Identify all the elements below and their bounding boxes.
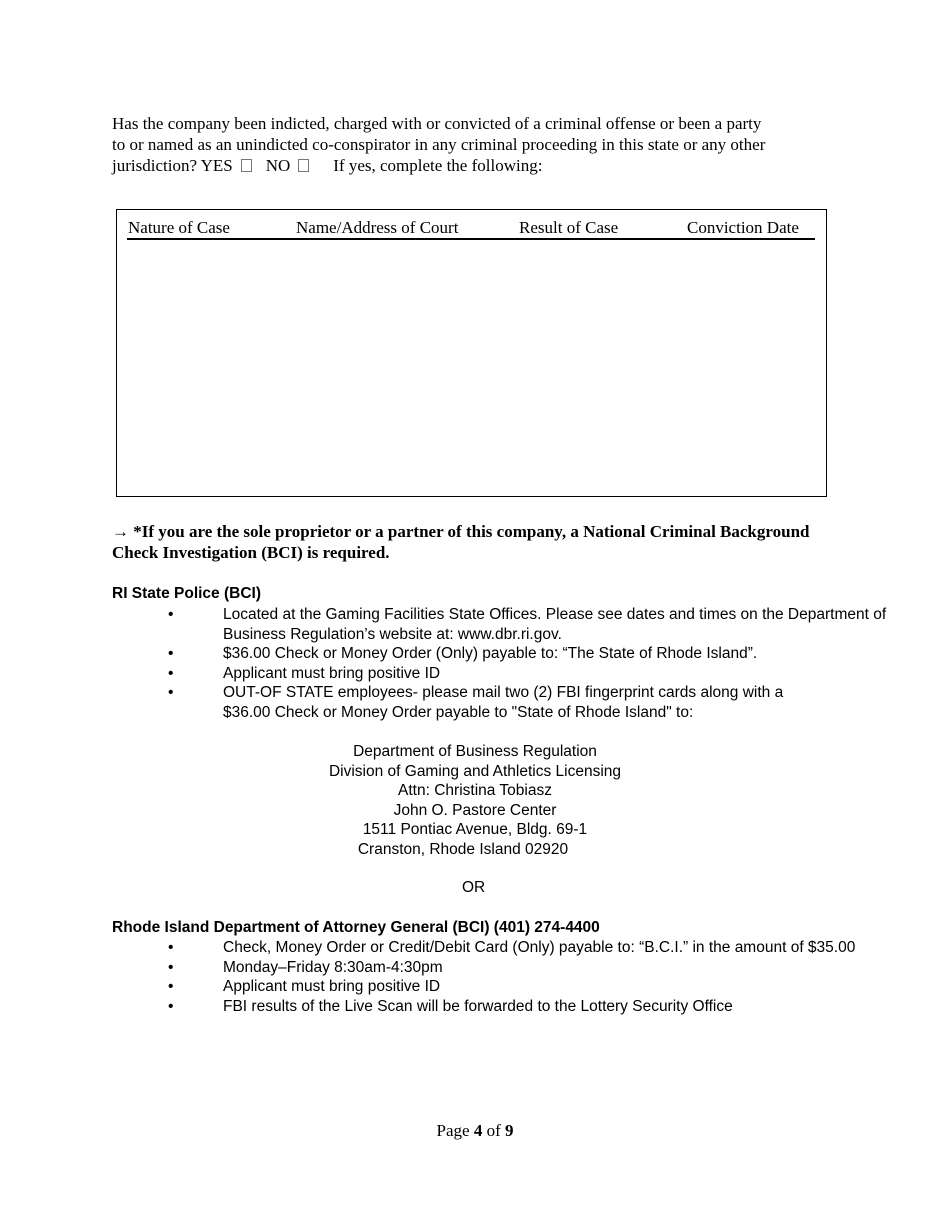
question-line-1: Has the company been indicted, charged with or convicted of a criminal offense or been a party xyxy=(112,114,762,133)
criminal-offense-question xyxy=(112,113,842,176)
bullet-icon: • xyxy=(168,939,174,956)
bullet-icon: • xyxy=(168,997,174,1015)
no-label: NO xyxy=(265,156,291,175)
ri-state-police-heading: RI State Police (BCI) xyxy=(112,585,261,602)
if-yes-instruction: If yes, complete the following: xyxy=(333,156,543,175)
question-line-3 xyxy=(112,155,842,176)
case-table-header xyxy=(127,218,815,240)
address-line: Cranston, Rhode Island 02920 xyxy=(357,840,569,858)
list-item: • $36.00 Check or Money Order (Only) payable to: “The State of Rhode Island”. xyxy=(168,645,758,663)
address-line: Department of Business Regulation xyxy=(353,743,597,760)
list-item: • OUT-OF STATE employees- please mail two (2) FBI fingerprint cards along with a $36.00 Check or Money Order payable to "State of Rhode Island" to: xyxy=(168,684,784,721)
bullet-icon: • xyxy=(168,684,174,702)
attorney-general-list xyxy=(112,938,932,1016)
arrow-icon: → xyxy=(112,522,129,541)
list-item: • Check, Money Order or Credit/Debit Card (Only) payable to: “B.C.I.” in the amount of $35.00 xyxy=(168,939,856,956)
or-separator: OR xyxy=(462,879,486,896)
bullet-icon: • xyxy=(168,606,174,623)
bci-notice-text: *If you are the sole proprietor or a partner of this company, a National Criminal Background Check Investigation (BCI) is required. xyxy=(112,522,810,562)
list-item: • Monday–Friday 8:30am-4:30pm xyxy=(168,958,443,976)
bullet-icon: • xyxy=(168,958,174,976)
list-item: • Located at the Gaming Facilities State Offices. Please see dates and times on the Department of Business Regulation’s website at: www.dbr.ri.gov. xyxy=(168,606,887,643)
column-result-of-case: Result of Case xyxy=(519,218,619,237)
attorney-general-heading: Rhode Island Department of Attorney General (BCI) (401) 274-4400 xyxy=(112,919,600,936)
yes-label: jurisdiction? YES xyxy=(112,156,233,175)
column-nature-of-case: Nature of Case xyxy=(128,218,230,237)
case-entry-area[interactable] xyxy=(127,242,815,490)
address-line: John O. Pastore Center xyxy=(393,801,557,819)
bci-notice xyxy=(112,521,832,563)
no-checkbox[interactable] xyxy=(298,159,309,172)
bullet-icon: • xyxy=(168,645,174,663)
page-word: Page xyxy=(436,1121,470,1140)
of-word: of xyxy=(486,1121,501,1140)
list-item: • FBI results of the Live Scan will be forwarded to the Lottery Security Office xyxy=(168,997,733,1015)
address-line: 1511 Pontiac Avenue, Bldg. 69-1 xyxy=(362,821,588,839)
bullet-icon: • xyxy=(168,978,174,996)
column-name-address-of-court: Name/Address of Court xyxy=(296,218,459,237)
mailing-address xyxy=(275,742,675,860)
column-conviction-date: Conviction Date xyxy=(687,218,799,237)
address-line: Attn: Christina Tobiasz xyxy=(398,782,552,800)
total-page-count: 9 xyxy=(504,1121,514,1140)
case-details-table xyxy=(116,209,827,497)
yes-checkbox[interactable] xyxy=(241,159,252,172)
list-item: • Applicant must bring positive ID xyxy=(168,978,441,996)
address-line: Division of Gaming and Athletics Licensing xyxy=(328,762,622,780)
bullet-icon: • xyxy=(168,664,174,682)
page-footer xyxy=(0,1121,950,1141)
question-line-2: to or named as an unindicted co-conspirator in any criminal proceeding in this state or any other xyxy=(112,135,766,154)
current-page-number: 4 xyxy=(473,1121,483,1140)
ri-state-police-list xyxy=(112,605,932,723)
list-item: • Applicant must bring positive ID xyxy=(168,664,441,682)
